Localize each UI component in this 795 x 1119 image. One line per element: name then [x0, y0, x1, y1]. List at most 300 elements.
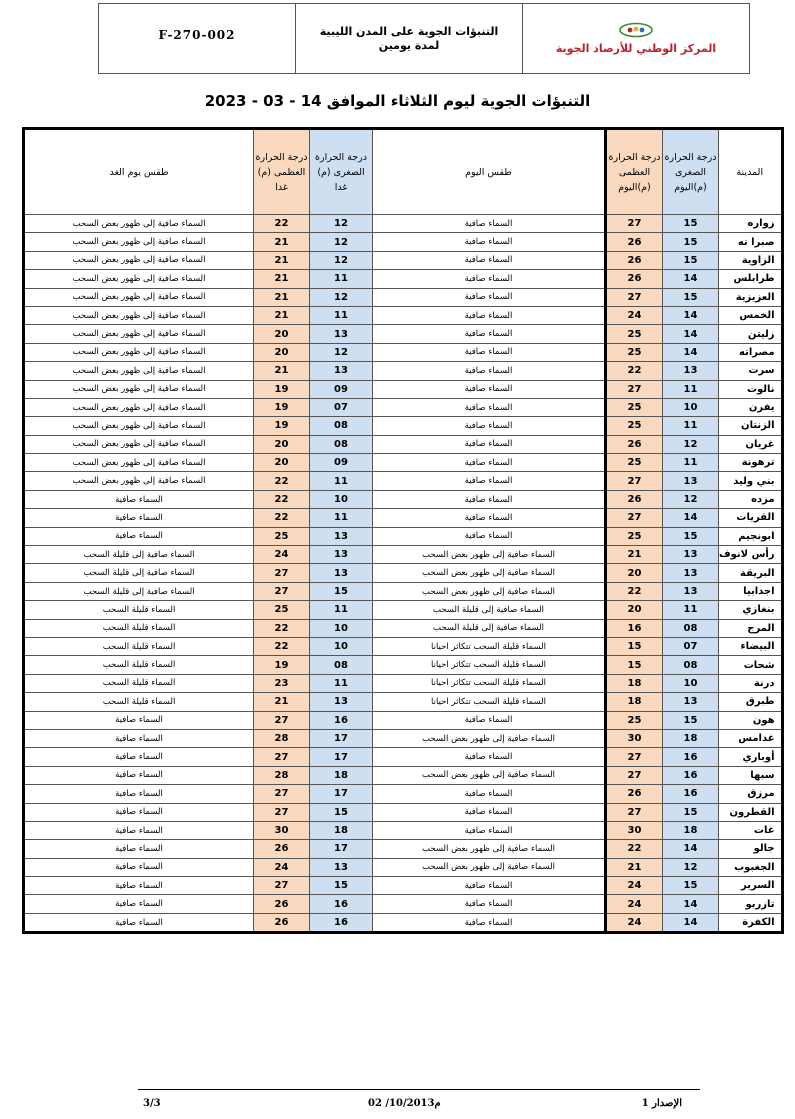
city-cell: بنغازي	[719, 601, 783, 619]
weather-tomorrow-cell: السماء قليلة السحب	[24, 637, 254, 655]
weather-tomorrow-cell: السماء صافية	[24, 729, 254, 747]
weather-today-cell: السماء صافية إلى ظهور بعض السحب	[373, 766, 606, 784]
tmax-today-cell: 25	[606, 454, 663, 472]
city-cell: طرابلس	[719, 270, 783, 288]
weather-today-cell: السماء صافية	[373, 417, 606, 435]
weather-tomorrow-cell: السماء صافية	[24, 490, 254, 508]
weather-tomorrow-cell: السماء صافية إلى ظهور بعض السحب	[24, 288, 254, 306]
tmin-tomorrow-cell: 11	[310, 472, 373, 490]
city-cell: القريات	[719, 509, 783, 527]
tmax-today-cell: 26	[606, 233, 663, 251]
tmin-today-cell: 15	[663, 711, 719, 729]
tmax-today-cell: 24	[606, 895, 663, 913]
table-row	[24, 435, 783, 453]
table-row	[24, 748, 783, 766]
tmin-tomorrow-cell: 16	[310, 913, 373, 932]
tmin-today-cell: 10	[663, 398, 719, 416]
weather-tomorrow-cell: السماء قليلة السحب	[24, 674, 254, 692]
weather-today-cell: السماء صافية	[373, 325, 606, 343]
weather-today-cell: السماء صافية إلى ظهور بعض السحب	[373, 840, 606, 858]
tmax-today-cell: 27	[606, 380, 663, 398]
tmax-today-cell: 18	[606, 674, 663, 692]
city-cell: يفرن	[719, 398, 783, 416]
tmax-tomorrow-cell: 30	[254, 821, 310, 839]
tmin-today-cell: 15	[663, 233, 719, 251]
tmax-today-cell: 21	[606, 858, 663, 876]
page-title: التنبؤات الجوية ليوم الثلاثاء الموافق 14 - 03 - 2023	[204, 92, 591, 110]
weather-tomorrow-cell: السماء صافية إلى ظهور بعض السحب	[24, 233, 254, 251]
tmin-tomorrow-cell: 12	[310, 233, 373, 251]
table-row	[24, 472, 783, 490]
tmin-today-cell: 15	[663, 877, 719, 895]
table-header-row	[24, 129, 783, 215]
tmin-today-cell: 08	[663, 619, 719, 637]
table-row	[24, 490, 783, 508]
tmax-today-cell: 24	[606, 913, 663, 932]
tmax-today-cell: 27	[606, 509, 663, 527]
city-cell: غدامس	[719, 729, 783, 747]
weather-tomorrow-cell: السماء صافية إلى ظهور بعض السحب	[24, 251, 254, 269]
city-cell: البريقة	[719, 564, 783, 582]
weather-tomorrow-cell: السماء صافية إلى ظهور بعض السحب	[24, 343, 254, 361]
city-cell: رأس لانوف	[719, 546, 783, 564]
tmin-tomorrow-cell: 15	[310, 803, 373, 821]
city-cell: ابونجيم	[719, 527, 783, 545]
weather-today-cell: السماء صافية	[373, 306, 606, 324]
weather-tomorrow-cell: السماء صافية	[24, 840, 254, 858]
city-cell: السرير	[719, 877, 783, 895]
tmin-tomorrow-cell: 08	[310, 435, 373, 453]
city-cell: زواره	[719, 215, 783, 233]
tmax-tomorrow-cell: 22	[254, 215, 310, 233]
tmax-tomorrow-cell: 19	[254, 380, 310, 398]
table-row	[24, 454, 783, 472]
doc-title-line-2: لمدة يومين	[378, 38, 440, 52]
weather-tomorrow-cell: السماء قليلة السحب	[24, 619, 254, 637]
city-cell: هون	[719, 711, 783, 729]
tmin-tomorrow-cell: 15	[310, 877, 373, 895]
city-cell: الزنتان	[719, 417, 783, 435]
table-row	[24, 398, 783, 416]
tmin-today-cell: 14	[663, 913, 719, 932]
table-row	[24, 693, 783, 711]
city-cell: نالوت	[719, 380, 783, 398]
table-row	[24, 785, 783, 803]
tmin-today-cell: 15	[663, 251, 719, 269]
tmax-tomorrow-cell: 27	[254, 877, 310, 895]
weather-today-cell: السماء صافية	[373, 785, 606, 803]
city-cell: طبرق	[719, 693, 783, 711]
city-cell: بني وليد	[719, 472, 783, 490]
weather-tomorrow-cell: السماء صافية إلى ظهور بعض السحب	[24, 215, 254, 233]
tmin-today-cell: 11	[663, 601, 719, 619]
table-row	[24, 674, 783, 692]
city-cell: مصراته	[719, 343, 783, 361]
tmax-today-cell: 24	[606, 877, 663, 895]
tmax-tomorrow-cell: 28	[254, 729, 310, 747]
city-cell: تازربو	[719, 895, 783, 913]
tmin-today-cell: 13	[663, 564, 719, 582]
tmax-today-cell: 25	[606, 343, 663, 361]
table-row	[24, 656, 783, 674]
tmin-tomorrow-cell: 15	[310, 582, 373, 600]
tmax-today-cell: 16	[606, 619, 663, 637]
tmax-tomorrow-cell: 25	[254, 527, 310, 545]
tmax-tomorrow-cell: 19	[254, 417, 310, 435]
weather-today-cell: السماء قليلة السحب تتكاثر احيانا	[373, 637, 606, 655]
tmax-today-cell: 21	[606, 546, 663, 564]
city-cell: جالو	[719, 840, 783, 858]
tmin-tomorrow-cell: 10	[310, 619, 373, 637]
tmax-tomorrow-cell: 26	[254, 913, 310, 932]
tmax-today-cell: 22	[606, 362, 663, 380]
tmin-today-cell: 15	[663, 803, 719, 821]
tmax-tomorrow-cell: 19	[254, 656, 310, 674]
tmax-today-cell: 27	[606, 288, 663, 306]
tmin-today-cell: 13	[663, 546, 719, 564]
weather-today-cell: السماء صافية	[373, 398, 606, 416]
table-row	[24, 306, 783, 324]
weather-today-cell: السماء صافية	[373, 509, 606, 527]
tmax-tomorrow-cell: 21	[254, 270, 310, 288]
tmax-tomorrow-cell: 27	[254, 564, 310, 582]
weather-today-cell: السماء صافية إلى قليلة السحب	[373, 619, 606, 637]
weather-today-cell: السماء صافية	[373, 821, 606, 839]
city-cell: درنة	[719, 674, 783, 692]
tmin-tomorrow-cell: 13	[310, 362, 373, 380]
footer-date: 02 /10/2013م	[368, 1098, 441, 1109]
tmax-tomorrow-cell: 21	[254, 693, 310, 711]
tmax-today-cell: 27	[606, 215, 663, 233]
header-tmax-tomorrow: درجة الحرارة العظمى (م) غدا	[254, 129, 310, 215]
tmax-tomorrow-cell: 22	[254, 637, 310, 655]
weather-tomorrow-cell: السماء صافية	[24, 527, 254, 545]
city-cell: ترهونة	[719, 454, 783, 472]
table-row	[24, 527, 783, 545]
weather-tomorrow-cell: السماء صافية إلى ظهور بعض السحب	[24, 362, 254, 380]
tmin-today-cell: 14	[663, 840, 719, 858]
tmax-today-cell: 15	[606, 637, 663, 655]
weather-today-cell: السماء صافية	[373, 288, 606, 306]
tmax-tomorrow-cell: 26	[254, 840, 310, 858]
tmin-tomorrow-cell: 10	[310, 490, 373, 508]
tmax-tomorrow-cell: 27	[254, 748, 310, 766]
weather-tomorrow-cell: السماء صافية	[24, 803, 254, 821]
weather-tomorrow-cell: السماء صافية إلى قليلة السحب	[24, 546, 254, 564]
weather-tomorrow-cell: السماء صافية	[24, 858, 254, 876]
city-cell: العزيزية	[719, 288, 783, 306]
tmin-today-cell: 15	[663, 215, 719, 233]
tmin-today-cell: 14	[663, 509, 719, 527]
tmax-today-cell: 26	[606, 785, 663, 803]
city-cell: زليتن	[719, 325, 783, 343]
table-row	[24, 619, 783, 637]
table-row	[24, 343, 783, 361]
tmin-tomorrow-cell: 13	[310, 527, 373, 545]
tmin-tomorrow-cell: 07	[310, 398, 373, 416]
tmax-today-cell: 15	[606, 656, 663, 674]
tmin-tomorrow-cell: 11	[310, 306, 373, 324]
tmin-today-cell: 14	[663, 325, 719, 343]
city-cell: اجدابيا	[719, 582, 783, 600]
tmax-today-cell: 27	[606, 472, 663, 490]
org-name: المركز الوطني للأرصاد الجوية	[555, 42, 717, 55]
tmax-today-cell: 25	[606, 711, 663, 729]
tmin-today-cell: 14	[663, 343, 719, 361]
tmin-today-cell: 11	[663, 380, 719, 398]
tmax-tomorrow-cell: 20	[254, 325, 310, 343]
tmax-today-cell: 30	[606, 729, 663, 747]
tmin-today-cell: 12	[663, 858, 719, 876]
weather-today-cell: السماء صافية	[373, 454, 606, 472]
weather-today-cell: السماء صافية	[373, 527, 606, 545]
tmax-today-cell: 30	[606, 821, 663, 839]
tmin-today-cell: 07	[663, 637, 719, 655]
weather-today-cell: السماء صافية	[373, 895, 606, 913]
weather-tomorrow-cell: السماء صافية إلى ظهور بعض السحب	[24, 398, 254, 416]
tmax-tomorrow-cell: 21	[254, 233, 310, 251]
tmax-today-cell: 27	[606, 803, 663, 821]
weather-tomorrow-cell: السماء صافية إلى ظهور بعض السحب	[24, 417, 254, 435]
weather-today-cell: السماء صافية	[373, 877, 606, 895]
city-cell: مزده	[719, 490, 783, 508]
tmin-today-cell: 12	[663, 490, 719, 508]
tmax-today-cell: 20	[606, 564, 663, 582]
doc-code: F-270-002	[99, 4, 296, 73]
weather-today-cell: السماء قليلة السحب تتكاثر احيانا	[373, 674, 606, 692]
weather-tomorrow-cell: السماء صافية إلى ظهور بعض السحب	[24, 306, 254, 324]
table-row	[24, 637, 783, 655]
tmin-tomorrow-cell: 12	[310, 215, 373, 233]
tmin-tomorrow-cell: 11	[310, 270, 373, 288]
city-cell: شحات	[719, 656, 783, 674]
weather-tomorrow-cell: السماء صافية	[24, 509, 254, 527]
header-city: المدينة	[719, 129, 783, 215]
tmin-tomorrow-cell: 13	[310, 564, 373, 582]
tmax-today-cell: 24	[606, 306, 663, 324]
table-row	[24, 251, 783, 269]
weather-today-cell: السماء صافية	[373, 233, 606, 251]
tmin-tomorrow-cell: 09	[310, 380, 373, 398]
tmin-today-cell: 15	[663, 527, 719, 545]
table-row	[24, 840, 783, 858]
city-cell: أوباري	[719, 748, 783, 766]
tmin-tomorrow-cell: 12	[310, 251, 373, 269]
header-today-weather: طقس اليوم	[373, 129, 606, 215]
header-tomorrow-weather: طقس يوم الغد	[24, 129, 254, 215]
table-row	[24, 546, 783, 564]
tmax-tomorrow-cell: 27	[254, 803, 310, 821]
header-tmax-today: درجة الحرارة العظمى (م)اليوم	[606, 129, 663, 215]
tmin-today-cell: 15	[663, 288, 719, 306]
doc-title-block	[296, 4, 523, 73]
tmax-tomorrow-cell: 19	[254, 398, 310, 416]
tmin-today-cell: 13	[663, 693, 719, 711]
city-cell: غات	[719, 821, 783, 839]
tmin-tomorrow-cell: 17	[310, 840, 373, 858]
weather-today-cell: السماء صافية	[373, 380, 606, 398]
weather-today-cell: السماء صافية	[373, 472, 606, 490]
weather-tomorrow-cell: السماء صافية إلى قليلة السحب	[24, 582, 254, 600]
weather-today-cell: السماء صافية	[373, 803, 606, 821]
tmin-tomorrow-cell: 18	[310, 766, 373, 784]
tmax-tomorrow-cell: 27	[254, 582, 310, 600]
tmax-tomorrow-cell: 22	[254, 509, 310, 527]
tmin-today-cell: 16	[663, 748, 719, 766]
tmin-tomorrow-cell: 09	[310, 454, 373, 472]
table-row	[24, 233, 783, 251]
tmin-tomorrow-cell: 12	[310, 343, 373, 361]
table-row	[24, 729, 783, 747]
tmax-today-cell: 25	[606, 325, 663, 343]
city-cell: سبها	[719, 766, 783, 784]
tmin-today-cell: 16	[663, 785, 719, 803]
footer-page: 3/3	[143, 1098, 161, 1109]
city-cell: سرت	[719, 362, 783, 380]
table-row	[24, 913, 783, 932]
weather-tomorrow-cell: السماء صافية إلى ظهور بعض السحب	[24, 454, 254, 472]
weather-tomorrow-cell: السماء صافية	[24, 766, 254, 784]
tmin-today-cell: 14	[663, 895, 719, 913]
tmax-today-cell: 22	[606, 840, 663, 858]
city-cell: مرزق	[719, 785, 783, 803]
tmin-today-cell: 11	[663, 417, 719, 435]
weather-today-cell: السماء صافية إلى قليلة السحب	[373, 601, 606, 619]
weather-today-cell: السماء صافية إلى ظهور بعض السحب	[373, 582, 606, 600]
tmax-today-cell: 27	[606, 748, 663, 766]
table-row	[24, 362, 783, 380]
table-row	[24, 270, 783, 288]
weather-today-cell: السماء صافية	[373, 913, 606, 932]
tmax-today-cell: 25	[606, 417, 663, 435]
weather-tomorrow-cell: السماء قليلة السحب	[24, 693, 254, 711]
tmin-tomorrow-cell: 08	[310, 417, 373, 435]
tmin-tomorrow-cell: 13	[310, 325, 373, 343]
weather-today-cell: السماء صافية	[373, 748, 606, 766]
document-header	[98, 3, 750, 74]
weather-today-cell: السماء صافية	[373, 215, 606, 233]
header-tmin-tomorrow: درجة الحرارة الصغرى (م) غدا	[310, 129, 373, 215]
footer-issue: الإصدار 1	[641, 1098, 682, 1109]
tmin-today-cell: 14	[663, 306, 719, 324]
tmax-tomorrow-cell: 24	[254, 546, 310, 564]
tmin-today-cell: 13	[663, 362, 719, 380]
weather-center-logo-icon	[618, 22, 654, 38]
city-cell: الجغبوب	[719, 858, 783, 876]
tmin-today-cell: 08	[663, 656, 719, 674]
tmin-tomorrow-cell: 17	[310, 729, 373, 747]
tmax-tomorrow-cell: 20	[254, 435, 310, 453]
tmin-today-cell: 18	[663, 821, 719, 839]
tmax-tomorrow-cell: 20	[254, 343, 310, 361]
tmax-tomorrow-cell: 22	[254, 619, 310, 637]
weather-tomorrow-cell: السماء قليلة السحب	[24, 656, 254, 674]
tmax-today-cell: 22	[606, 582, 663, 600]
table-row	[24, 803, 783, 821]
weather-tomorrow-cell: السماء صافية	[24, 821, 254, 839]
weather-today-cell: السماء صافية إلى ظهور بعض السحب	[373, 546, 606, 564]
tmax-tomorrow-cell: 26	[254, 895, 310, 913]
table-row	[24, 858, 783, 876]
tmin-tomorrow-cell: 13	[310, 858, 373, 876]
tmax-tomorrow-cell: 21	[254, 288, 310, 306]
weather-tomorrow-cell: السماء صافية	[24, 895, 254, 913]
table-row	[24, 380, 783, 398]
forecast-table-body	[24, 215, 783, 933]
tmin-tomorrow-cell: 13	[310, 546, 373, 564]
weather-tomorrow-cell: السماء صافية	[24, 785, 254, 803]
tmin-tomorrow-cell: 10	[310, 637, 373, 655]
weather-today-cell: السماء قليلة السحب تتكاثر احيانا	[373, 656, 606, 674]
table-row	[24, 215, 783, 233]
tmax-tomorrow-cell: 28	[254, 766, 310, 784]
table-row	[24, 711, 783, 729]
weather-tomorrow-cell: السماء صافية إلى ظهور بعض السحب	[24, 472, 254, 490]
weather-today-cell: السماء صافية	[373, 362, 606, 380]
tmin-today-cell: 12	[663, 435, 719, 453]
tmax-tomorrow-cell: 21	[254, 306, 310, 324]
tmin-tomorrow-cell: 16	[310, 711, 373, 729]
weather-today-cell: السماء صافية إلى ظهور بعض السحب	[373, 858, 606, 876]
city-cell: الكفرة	[719, 913, 783, 932]
weather-tomorrow-cell: السماء صافية إلى ظهور بعض السحب	[24, 325, 254, 343]
tmin-tomorrow-cell: 13	[310, 693, 373, 711]
tmin-today-cell: 13	[663, 472, 719, 490]
weather-tomorrow-cell: السماء صافية	[24, 913, 254, 932]
table-row	[24, 564, 783, 582]
doc-title-line-1: التنبؤات الجوية على المدن الليبية	[319, 24, 499, 38]
tmax-today-cell: 26	[606, 251, 663, 269]
tmax-tomorrow-cell: 21	[254, 251, 310, 269]
tmax-today-cell: 18	[606, 693, 663, 711]
tmin-tomorrow-cell: 11	[310, 601, 373, 619]
tmin-tomorrow-cell: 17	[310, 785, 373, 803]
tmax-today-cell: 26	[606, 490, 663, 508]
tmax-tomorrow-cell: 25	[254, 601, 310, 619]
city-cell: الخمس	[719, 306, 783, 324]
table-row	[24, 766, 783, 784]
tmin-tomorrow-cell: 12	[310, 288, 373, 306]
table-row	[24, 417, 783, 435]
weather-today-cell: السماء صافية إلى ظهور بعض السحب	[373, 729, 606, 747]
table-row	[24, 877, 783, 895]
org-block	[523, 4, 749, 73]
tmax-today-cell: 20	[606, 601, 663, 619]
tmin-tomorrow-cell: 08	[310, 656, 373, 674]
weather-tomorrow-cell: السماء قليلة السحب	[24, 601, 254, 619]
tmax-today-cell: 26	[606, 435, 663, 453]
weather-today-cell: السماء صافية	[373, 711, 606, 729]
tmax-tomorrow-cell: 20	[254, 454, 310, 472]
tmax-tomorrow-cell: 23	[254, 674, 310, 692]
weather-today-cell: السماء صافية	[373, 251, 606, 269]
tmax-tomorrow-cell: 22	[254, 472, 310, 490]
weather-tomorrow-cell: السماء صافية إلى ظهور بعض السحب	[24, 435, 254, 453]
tmax-tomorrow-cell: 21	[254, 362, 310, 380]
table-row	[24, 895, 783, 913]
table-row	[24, 821, 783, 839]
table-row	[24, 325, 783, 343]
tmax-tomorrow-cell: 24	[254, 858, 310, 876]
tmax-today-cell: 25	[606, 527, 663, 545]
tmax-tomorrow-cell: 22	[254, 490, 310, 508]
table-row	[24, 288, 783, 306]
tmin-today-cell: 11	[663, 454, 719, 472]
weather-tomorrow-cell: السماء صافية	[24, 748, 254, 766]
page-footer	[138, 1089, 700, 1109]
city-cell: غريان	[719, 435, 783, 453]
weather-today-cell: السماء صافية	[373, 435, 606, 453]
